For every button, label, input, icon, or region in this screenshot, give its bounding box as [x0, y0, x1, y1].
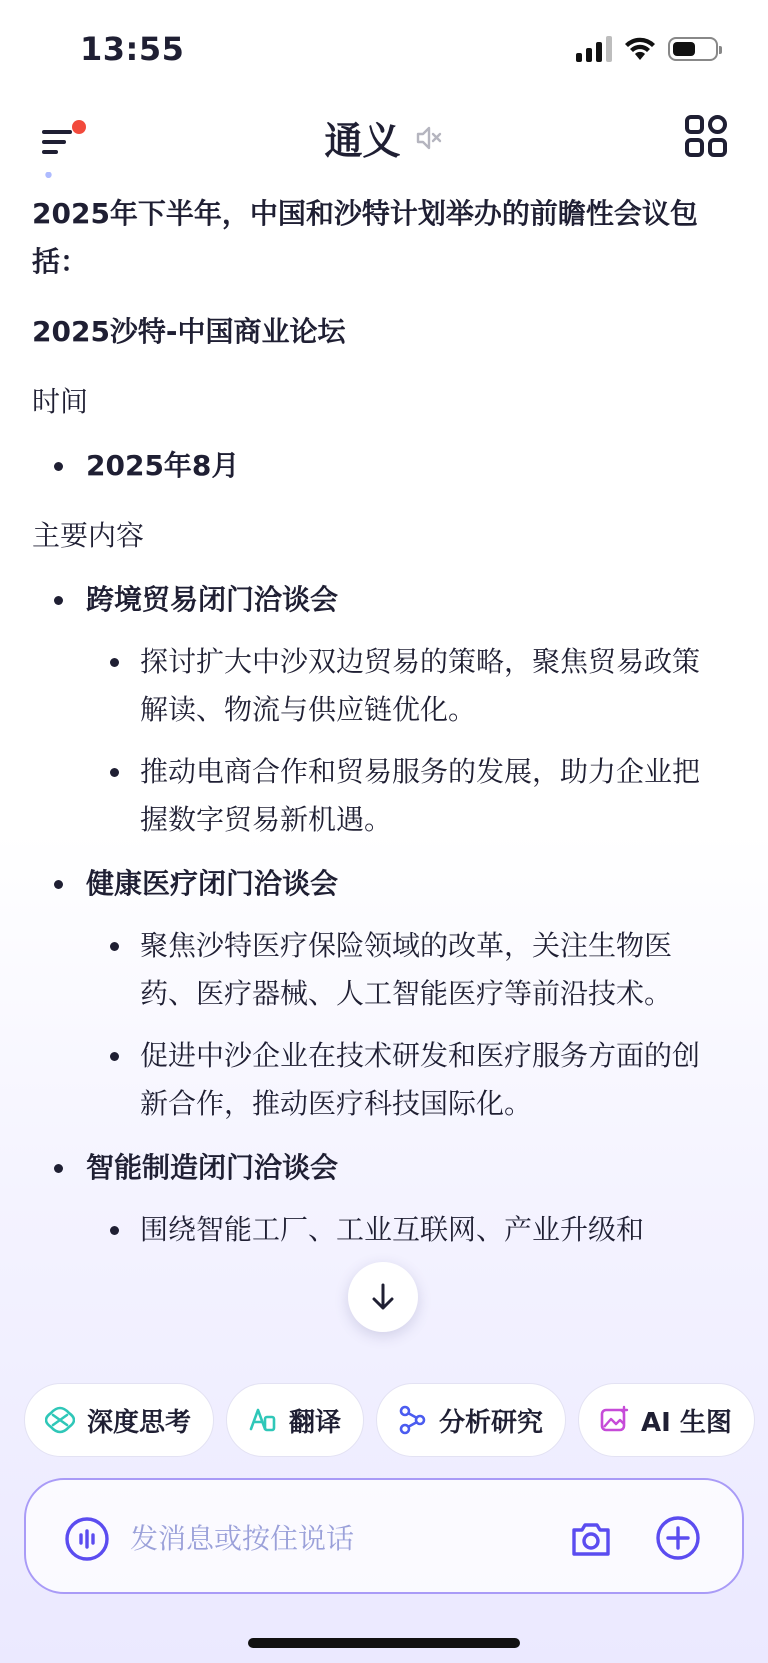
voice-input-icon[interactable] — [64, 1516, 110, 1562]
section-point: 聚焦沙特医疗保险领域的改革，关注生物医药、医疗器械、人工智能医疗等前沿技术。 — [32, 922, 722, 1018]
intro-text: 2025年下半年，中国和沙特计划举办的前瞻性会议包括： — [32, 197, 698, 278]
chip-label: 深度思考 — [87, 1407, 192, 1438]
chip-label: 翻译 — [289, 1407, 342, 1438]
battery-icon — [668, 37, 718, 61]
status-time: 13:55 — [80, 30, 185, 68]
message-input-bar — [24, 1478, 744, 1594]
section-point: 推动电商合作和贸易服务的发展，助力企业把握数字贸易新机遇。 — [32, 748, 722, 844]
arrow-down-icon — [369, 1282, 397, 1312]
home-indicator[interactable] — [248, 1638, 520, 1648]
time-value: 2025年8月 — [32, 442, 722, 490]
answer-content — [32, 172, 722, 1372]
mute-icon[interactable] — [414, 123, 444, 153]
analysis-icon — [397, 1405, 427, 1435]
ai-image-icon — [599, 1405, 629, 1435]
main-content-label: 主要内容 — [32, 519, 145, 552]
section-title: 健康医疗闭门洽谈会 — [32, 860, 722, 908]
chip-translate[interactable] — [226, 1383, 364, 1457]
chip-deep-think[interactable] — [24, 1383, 214, 1457]
status-bar — [0, 0, 768, 100]
top-nav — [0, 100, 768, 176]
apps-grid-icon[interactable] — [684, 114, 728, 158]
wifi-icon — [624, 36, 656, 62]
quick-action-chips — [24, 1383, 768, 1459]
page-title: 通义 — [324, 119, 401, 163]
cellular-signal-icon — [576, 36, 612, 62]
chip-analysis[interactable] — [376, 1383, 566, 1457]
section-title: 跨境贸易闭门洽谈会 — [32, 576, 722, 624]
chip-ai-image[interactable] — [578, 1383, 755, 1457]
section-point: 探讨扩大中沙双边贸易的策略，聚焦贸易政策解读、物流与供应链优化。 — [32, 638, 722, 734]
section-point: 围绕智能工厂、工业互联网、产业升级和 — [32, 1206, 722, 1254]
faded-reference-line: • — [42, 172, 55, 186]
plus-icon[interactable] — [654, 1514, 702, 1562]
section-point: 促进中沙企业在技术研发和医疗服务方面的创新合作，推动医疗科技国际化。 — [32, 1032, 722, 1128]
event-title: 2025沙特-中国商业论坛 — [32, 315, 346, 348]
message-input[interactable]: 发消息或按住说话 — [130, 1522, 355, 1555]
translate-icon — [247, 1405, 277, 1435]
time-label: 时间 — [32, 385, 89, 418]
camera-icon[interactable] — [568, 1516, 614, 1562]
chip-label: AI 生图 — [641, 1407, 732, 1438]
chip-label: 分析研究 — [439, 1407, 544, 1438]
status-icons — [576, 36, 718, 62]
section-title: 智能制造闭门洽谈会 — [32, 1144, 722, 1192]
scroll-to-bottom-button[interactable] — [348, 1262, 418, 1332]
deep-think-icon — [45, 1405, 75, 1435]
